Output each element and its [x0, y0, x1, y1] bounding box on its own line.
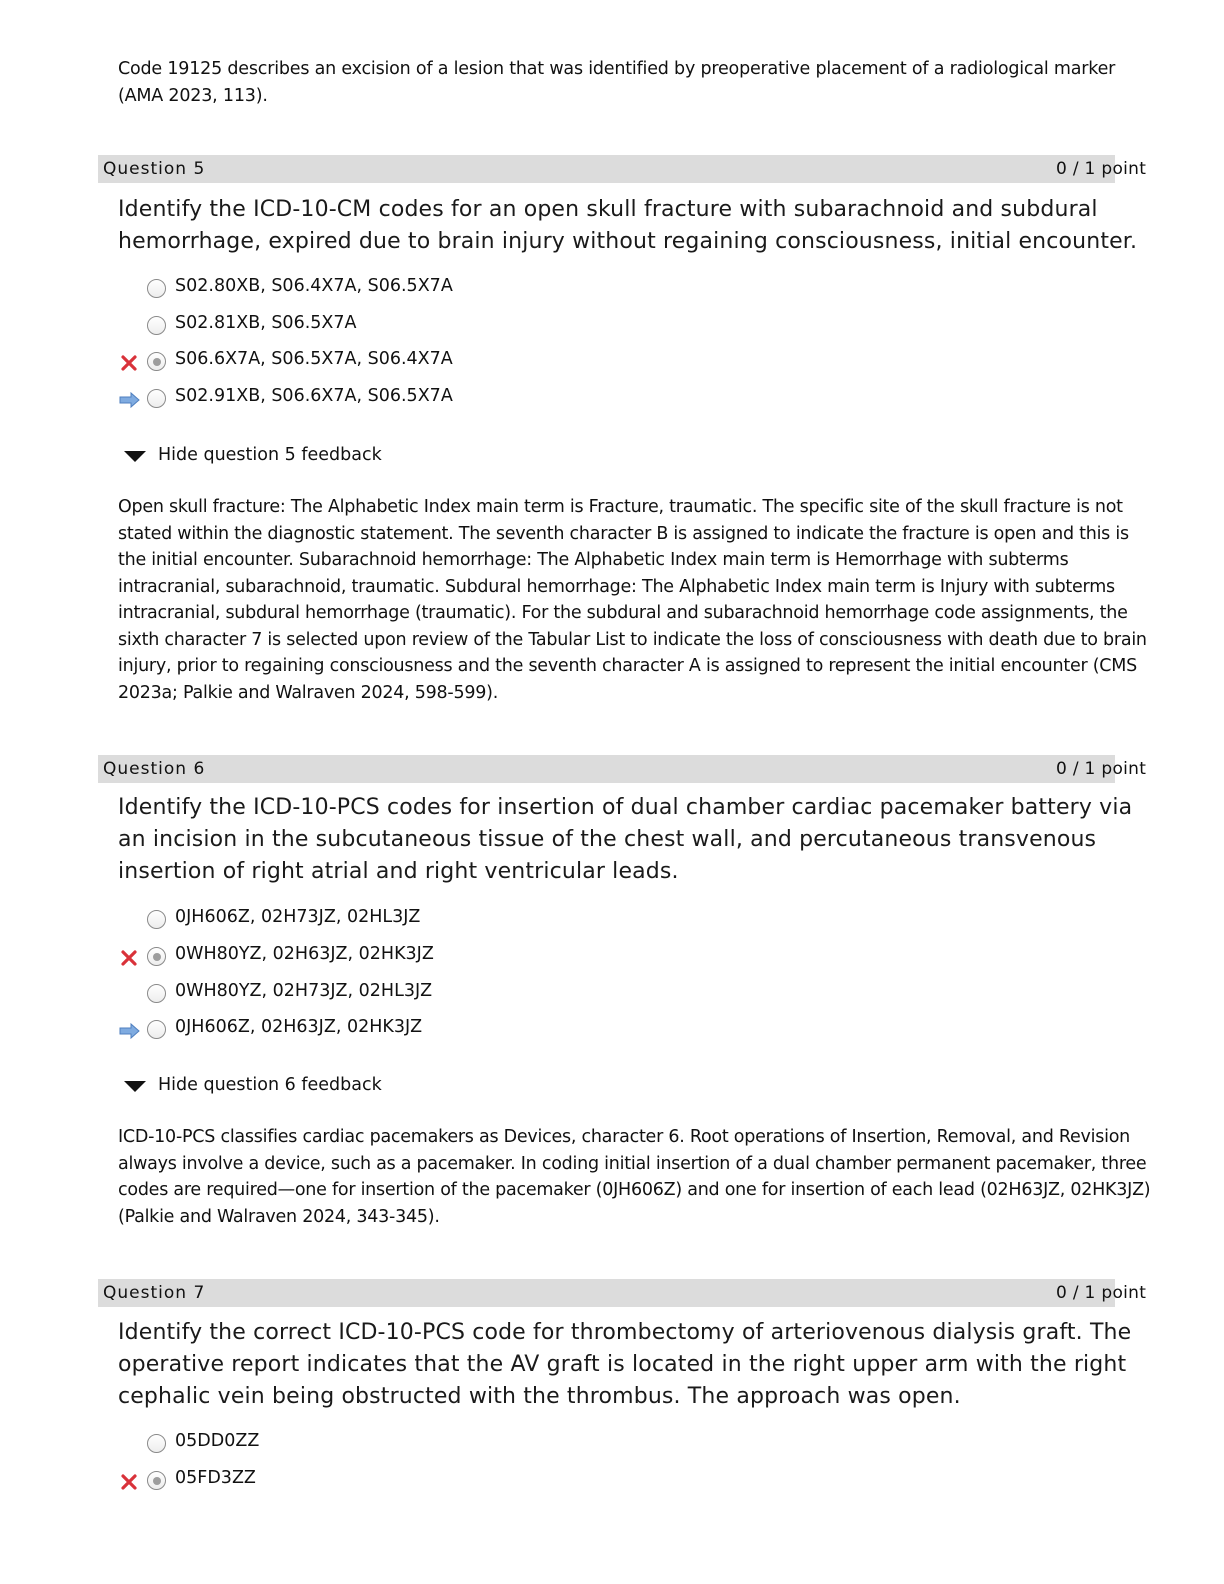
question-text: Identify the ICD-10-PCS codes for insertion of dual chamber cardiac pacemaker battery via an incision in the subcutaneous tissue of the chest wall, and percutaneous transvenous insertion of right atrial and right ventricular leads.: [118, 795, 1133, 884]
question-7-header: [98, 1279, 1147, 1307]
radio-button[interactable]: [147, 316, 166, 335]
answer-option-label: S02.91XB, S06.6X7A, S06.5X7A: [175, 386, 453, 406]
radio-button[interactable]: [147, 984, 166, 1003]
answer-option-selected[interactable]: [118, 942, 818, 972]
answer-option-label: 05FD3ZZ: [175, 1468, 256, 1488]
hide-feedback-label: Hide question 6 feedback: [158, 1075, 382, 1095]
answer-option-selected[interactable]: [118, 1466, 818, 1496]
correct-arrow-icon: [118, 1021, 142, 1041]
question-feedback-text: Open skull fracture: The Alphabetic Index main term is Fracture, traumatic. The specific site of the skull fracture is not stated within the diagnostic statement. The seventh character B is assigned to indicate the fracture is open and this is the initial encounter. Subarachnoid hemorrhage: The Alphabetic Index main term is Hemorrhage with subterms intracranial, subarachnoid, traumatic. Subdural hemorrhage: The Alphabetic Index main term is Injury with subterms intracranial, subdural hemorrhage (traumatic). For the subdural and subarachnoid hemorrhage code assignments, the sixth character 7 is selected upon review of the Tabular List to indicate the loss of consciousness with death due to brain injury, prior to regaining consciousness and the seventh character A is assigned to represent the initial encounter (CMS 2023a; Palkie and Walraven 2024, 598-599).: [118, 497, 1147, 703]
question-points: 0 / 1 point: [1056, 1283, 1147, 1303]
answer-option[interactable]: [118, 311, 818, 341]
radio-button[interactable]: [147, 910, 166, 929]
question-5-header: [98, 155, 1147, 183]
answer-option-correct[interactable]: [118, 1015, 818, 1045]
question-text: Identify the correct ICD-10-PCS code for thrombectomy of arteriovenous dialysis graft. The operative report indicates that the AV graft is located in the right upper arm with the right cephalic vein being obstructed with the thrombus. The approach was open.: [118, 1320, 1132, 1409]
radio-button-checked[interactable]: [147, 352, 166, 371]
correct-arrow-icon: [118, 390, 142, 410]
answer-option-correct[interactable]: [118, 384, 818, 414]
answer-option[interactable]: [118, 979, 818, 1009]
previous-feedback-text: Code 19125 describes an excision of a lesion that was identified by preoperative placement of a radiological marker (AMA 2023, 113).: [118, 59, 1116, 106]
incorrect-x-icon: [118, 1472, 142, 1492]
radio-button-checked[interactable]: [147, 1471, 166, 1490]
hide-feedback-toggle[interactable]: [124, 1074, 524, 1098]
radio-button[interactable]: [147, 279, 166, 298]
question-points: 0 / 1 point: [1056, 759, 1147, 779]
incorrect-x-icon: [118, 948, 142, 968]
question-label: Question 5: [103, 159, 206, 179]
question-points: 0 / 1 point: [1056, 159, 1147, 179]
question-label: Question 7: [103, 1283, 206, 1303]
question-feedback-text: ICD-10-PCS classifies cardiac pacemakers as Devices, character 6. Root operations of Insertion, Removal, and Revision always involve a device, such as a pacemaker. In coding initial insertion of a dual chamber permanent pacemaker, three codes are required—one for insertion of the pacemaker (0JH606Z) and one for insertion of each lead (02H63JZ, 02HK3JZ) (Palkie and Walraven 2024, 343-345).: [118, 1127, 1151, 1227]
answer-option-label: 0JH606Z, 02H73JZ, 02HL3JZ: [175, 907, 421, 927]
hide-feedback-label: Hide question 5 feedback: [158, 445, 382, 465]
answer-option-selected[interactable]: [118, 347, 818, 377]
answer-option-label: 0WH80YZ, 02H63JZ, 02HK3JZ: [175, 944, 434, 964]
triangle-down-icon: [124, 1081, 146, 1092]
radio-button[interactable]: [147, 1020, 166, 1039]
answer-option[interactable]: [118, 905, 818, 935]
answer-option-label: S02.81XB, S06.5X7A: [175, 313, 357, 333]
question-text: Identify the ICD-10-CM codes for an open skull fracture with subarachnoid and subdural hemorrhage, expired due to brain injury without regaining consciousness, initial encounter.: [118, 197, 1138, 254]
answer-option[interactable]: [118, 1429, 818, 1459]
radio-button-checked[interactable]: [147, 947, 166, 966]
triangle-down-icon: [124, 451, 146, 462]
radio-button[interactable]: [147, 389, 166, 408]
question-label: Question 6: [103, 759, 206, 779]
hide-feedback-toggle[interactable]: [124, 444, 524, 468]
answer-option-label: S06.6X7A, S06.5X7A, S06.4X7A: [175, 349, 453, 369]
answer-option[interactable]: [118, 274, 818, 304]
answer-option-label: 0JH606Z, 02H63JZ, 02HK3JZ: [175, 1017, 423, 1037]
question-6-header: [98, 755, 1147, 783]
answer-option-label: 05DD0ZZ: [175, 1431, 260, 1451]
answer-option-label: S02.80XB, S06.4X7A, S06.5X7A: [175, 276, 453, 296]
incorrect-x-icon: [118, 353, 142, 373]
answer-option-label: 0WH80YZ, 02H73JZ, 02HL3JZ: [175, 981, 433, 1001]
radio-button[interactable]: [147, 1434, 166, 1453]
